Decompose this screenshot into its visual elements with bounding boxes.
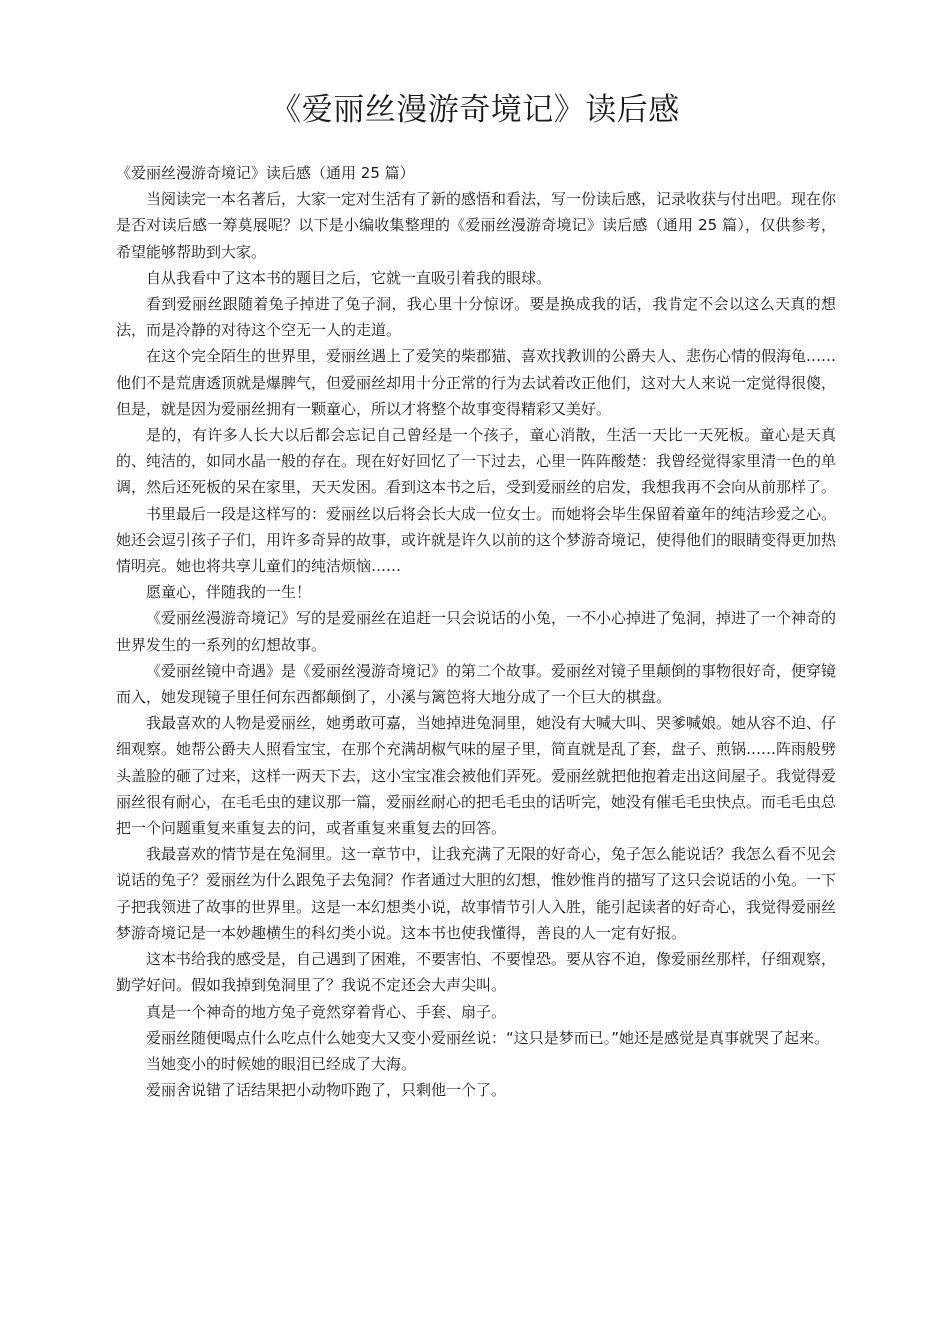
paragraph: 当她变小的时候她的眼泪已经成了大海。 xyxy=(146,1054,417,1073)
paragraph: 《爱丽丝漫游奇境记》写的是爱丽丝在追赶一只会说话的小兔，一不小心掉进了兔洞，掉进了一个神奇的世界发生的一系列的幻想故事。 xyxy=(116,609,837,654)
paragraph: 爱丽舍说错了话结果把小动物吓跑了，只剩他一个了。 xyxy=(146,1081,507,1100)
paragraph: 书里最后一段是这样写的：爱丽丝以后将会长大成一位女士。而她将会毕生保留着童年的纯洁珍爱之心。她还会逗引孩子子们，用许多奇异的故事，或许就是许久以前的这个梦游奇境记，使得他们的眼睛变得更加热情明亮。她也将共享儿童们的纯洁烦恼…… xyxy=(116,504,837,576)
document-title: 《爱丽丝漫游奇境记》读后感 xyxy=(270,92,680,128)
document-body xyxy=(116,160,836,1103)
paragraph: 这本书给我的感受是，自己遇到了困难，不要害怕、不要惶恐。要从容不迫，像爱丽丝那样，仔细观察，勤学好问。假如我掉到兔洞里了？我说不定还会大声尖叫。 xyxy=(116,950,837,995)
paragraph: 自从我看中了这本书的题目之后，它就一直吸引着我的眼球。 xyxy=(146,268,552,287)
paragraph: 当阅读完一本名著后，大家一定对生活有了新的感悟和看法，写一份读后感，记录收获与付出吧。现在你是否对读后感一筹莫展呢？以下是小编收集整理的《爱丽丝漫游奇境记》读后感（通用 25 篇），仅供参考，希望能够帮助到大家。 xyxy=(116,190,837,261)
paragraph: 《爱丽丝镜中奇遇》是《爱丽丝漫游奇境记》的第二个故事。爱丽丝对镜子里颠倒的事物很好奇，便穿镜而入，她发现镜子里任何东西都颠倒了，小溪与篱笆将大地分成了一个巨大的棋盘。 xyxy=(116,661,837,707)
paragraph: 真是一个神奇的地方兔子竟然穿着背心、手套、扇子。 xyxy=(146,1002,507,1021)
paragraph: 在这个完全陌生的世界里，爱丽丝遇上了爱笑的柴郡猫、喜欢找教训的公爵夫人、悲伤心情的假海龟……他们不是荒唐透顶就是爆脾气，但爱丽丝却用十分正常的行为去试着改正他们，这对大人来说一定觉得很傻，但是，就是因为爱丽丝拥有一颗童心，所以才将整个故事变得精彩又美好。 xyxy=(116,347,837,418)
paragraph: 我最喜欢的人物是爱丽丝，她勇敢可嘉，当她掉进兔洞里，她没有大喊大叫、哭爹喊娘。她从容不迫、仔细观察。她帮公爵夫人照看宝宝，在那个充满胡椒气味的屋子里，简直就是乱了套，盘子、煎锅……阵雨般劈头盖脸的砸了过来，这样一两天下去，这小宝宝准会被他们弄死。爱丽丝就把他抱着走出这间屋子。我觉得爱丽丝很有耐心，在毛毛虫的建议那一篇，爱丽丝耐心的把毛毛虫的话听完，她没有催毛毛虫快点。而毛毛虫总把一个问题重复来重复去的问，或者重复来重复去的回答。 xyxy=(116,714,837,838)
paragraph: 愿童心，伴随我的一生！ xyxy=(146,583,312,602)
document-subtitle: 《爱丽丝漫游奇境记》读后感（通用 25 篇） xyxy=(116,164,415,182)
paragraph: 爱丽丝随便喝点什么吃点什么她变大又变小爱丽丝说：“这只是梦而已。”她还是感觉是真事就哭了起来。 xyxy=(146,1028,830,1047)
paragraph: 我最喜欢的情节是在兔洞里。这一章节中，让我充满了无限的好奇心，兔子怎么能说话？我怎么看不见会说话的兔子？爱丽丝为什么跟兔子去兔洞？作者通过大胆的幻想，惟妙惟肖的描写了这只会说话的小兔。一下子把我领进了故事的世界里。这是一本幻想类小说，故事情节引人入胜，能引起读者的好奇心，我觉得爱丽丝梦游奇境记是一本妙趣横生的科幻类小说。这本书也使我懂得，善良的人一定有好报。 xyxy=(116,845,837,942)
paragraph: 是的，有许多人长大以后都会忘记自己曾经是一个孩子，童心消散，生活一天比一天死板。童心是天真的、纯洁的，如同水晶一般的存在。现在好好回忆了一下过去，心里一阵阵酸楚：我曾经觉得家里清一色的单调，然后还死板的呆在家里，天天发困。看到这本书之后，受到爱丽丝的启发，我想我再不会向从前那样了。 xyxy=(116,426,837,497)
paragraph: 看到爱丽丝跟随着兔子掉进了兔子洞，我心里十分惊讶。要是换成我的话，我肯定不会以这么天真的想法，而是冷静的对待这个空无一人的走道。 xyxy=(116,295,836,340)
